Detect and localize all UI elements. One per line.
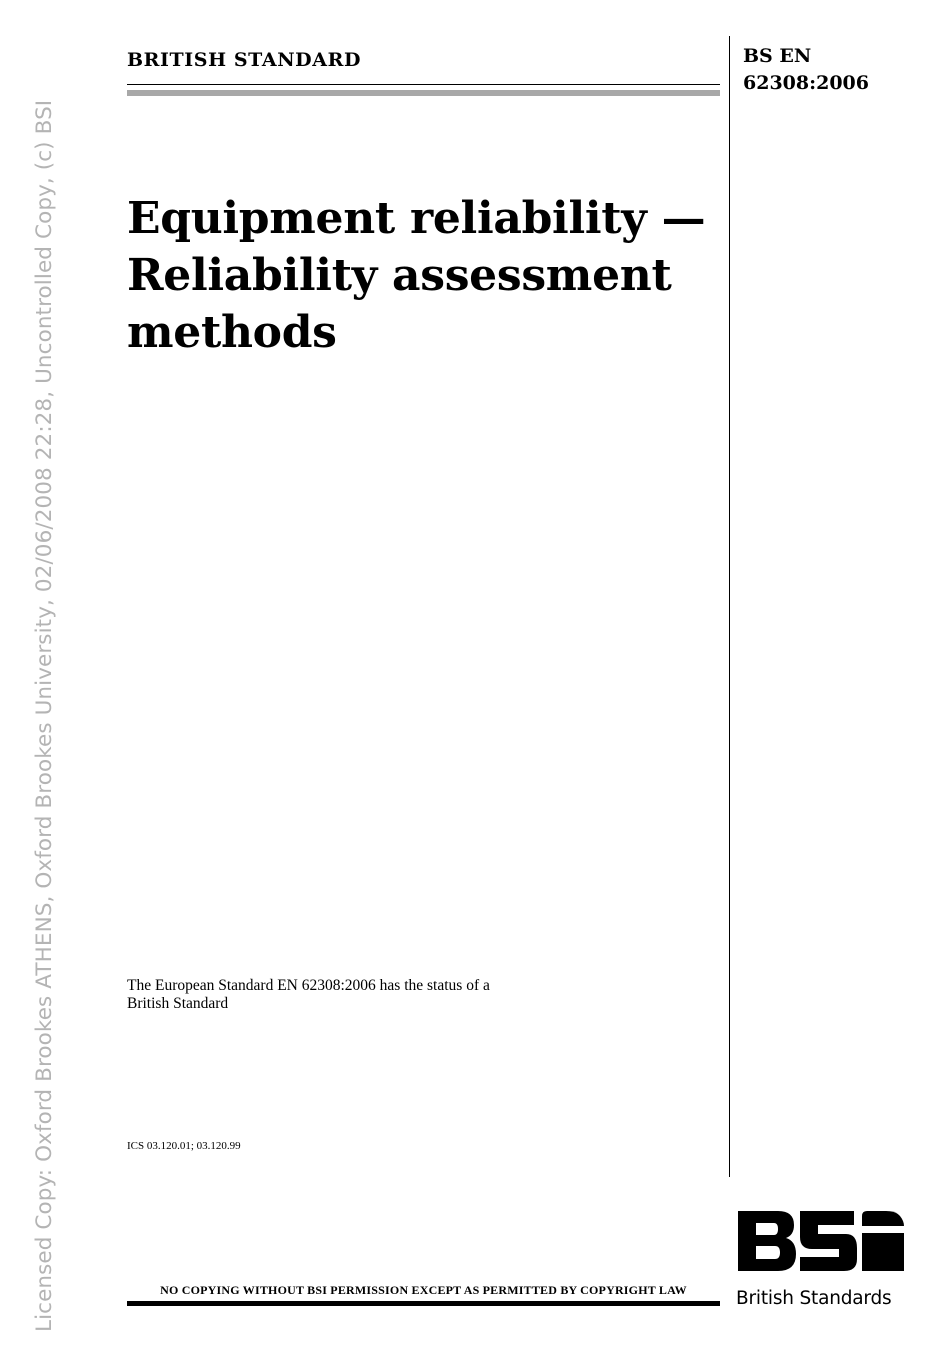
- copyright-notice: NO COPYING WITHOUT BSI PERMISSION EXCEPT AS PERMITTED BY COPYRIGHT LAW: [160, 1283, 687, 1297]
- status-line2: British Standard: [127, 995, 229, 1012]
- title-line3: methods: [127, 307, 337, 358]
- footer-rule: [127, 1301, 720, 1306]
- ics-codes: ICS 03.120.01; 03.120.99: [127, 1140, 241, 1152]
- header-rule-thick: [127, 90, 720, 96]
- standard-number: [743, 43, 869, 97]
- standard-number-line1: BS EN: [743, 45, 812, 67]
- header-rule-thin: [127, 84, 720, 85]
- document-type-label: BRITISH STANDARD: [127, 49, 362, 71]
- document-title: [127, 190, 767, 361]
- standard-number-line2: 62308:2006: [743, 72, 869, 94]
- license-watermark: Licensed Copy: Oxford Brookes ATHENS, Oxford Brookes University, 02/06/2008 22:28, Uncontrolled Copy, (c) BSI: [32, 99, 57, 1332]
- title-line2: Reliability assessment: [127, 250, 672, 301]
- status-statement: [127, 977, 597, 1013]
- title-line1: Equipment reliability —: [127, 193, 706, 244]
- status-line1: The European Standard EN 62308:2006 has the status of a: [127, 977, 490, 994]
- bsi-logo-mark: [736, 1208, 906, 1280]
- logo-caption: British Standards: [736, 1288, 892, 1309]
- bsi-logo: [736, 1208, 906, 1314]
